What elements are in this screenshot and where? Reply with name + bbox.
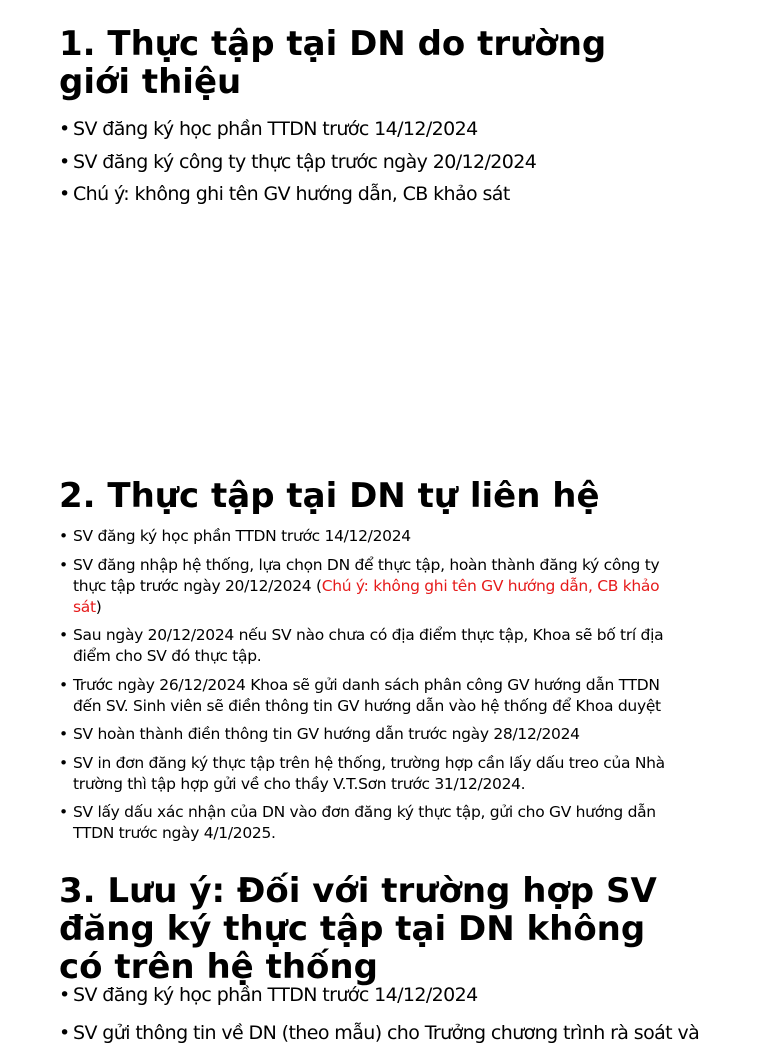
list-item [59,675,665,717]
list-item: • SV đăng ký học phần TTDN trước 14/12/2024 [59,116,536,142]
section-3-list [59,982,699,1058]
list-item-text: điểm cho SV đó thực tập. [73,647,262,665]
list-item-text: Sau ngày 20/12/2024 nếu SV nào chưa có địa điểm thực tập, Khoa sẽ bố trí địa [73,626,664,644]
list-item-text: trường thì tập hợp gửi về cho thầy V.T.Sơn trước 31/12/2024. [73,774,526,793]
section-1-title-line-2: giới thiệu [59,62,242,102]
list-item: • SV gửi thông tin về DN (theo mẫu) cho Trưởng chương trình rà soát và [59,1020,699,1046]
list-item-text: SV đăng nhập hệ thống, lựa chọn DN để thực tập, hoàn thành đăng ký công ty [73,555,660,574]
section-3-title-line-2: đăng ký thực tập tại DN không [59,909,646,949]
list-item [59,753,665,795]
list-item-text: ) [95,597,102,616]
list-item-text: SV in đơn đăng ký thực tập trên hệ thống, trường hợp cần lấy dấu treo của Nhà [73,753,665,772]
note-text: sát [73,597,96,616]
list-item-text: SV lấy dấu xác nhận của DN vào đơn đăng ký thực tập, gửi cho GV hướng dẫn [73,803,656,821]
list-item: • Chú ý: không ghi tên GV hướng dẫn, CB khảo sát [59,181,536,207]
section-1-title-line-1: 1. Thực tập tại DN do trường [59,24,607,64]
section-1-list [59,116,536,214]
section-3-title [59,872,657,986]
section-3-title-line-3: có trên hệ thống [59,947,378,987]
note-text: Chú ý: không ghi tên GV hướng dẫn, CB khảo [321,576,660,595]
section-1-title [59,25,606,101]
section-2-list [59,526,665,852]
list-item-text: đến SV. Sinh viên sẽ điền thông tin GV hướng dẫn vào hệ thống để Khoa duyệt [73,696,661,715]
list-item [59,555,665,618]
list-item: • SV hoàn thành điền thông tin GV hướng dẫn trước ngày 28/12/2024 [59,724,665,745]
list-item: • SV đăng ký học phần TTDN trước 14/12/2024 [59,526,665,547]
list-item [59,802,665,844]
list-item-text: TTDN trước ngày 4/1/2025. [73,824,276,842]
section-3-title-line-1: 3. Lưu ý: Đối với trường hợp SV [59,871,657,911]
list-item: • SV đăng ký công ty thực tập trước ngày 20/12/2024 [59,149,536,175]
list-item [59,625,665,667]
list-item-text: thực tập trước ngày 20/12/2024 ( [73,576,322,595]
list-item-text: Trước ngày 26/12/2024 Khoa sẽ gửi danh sách phân công GV hướng dẫn TTDN [73,675,660,694]
section-2-title: 2. Thực tập tại DN tự liên hệ [59,476,600,516]
list-item: • SV đăng ký học phần TTDN trước 14/12/2024 [59,982,699,1008]
